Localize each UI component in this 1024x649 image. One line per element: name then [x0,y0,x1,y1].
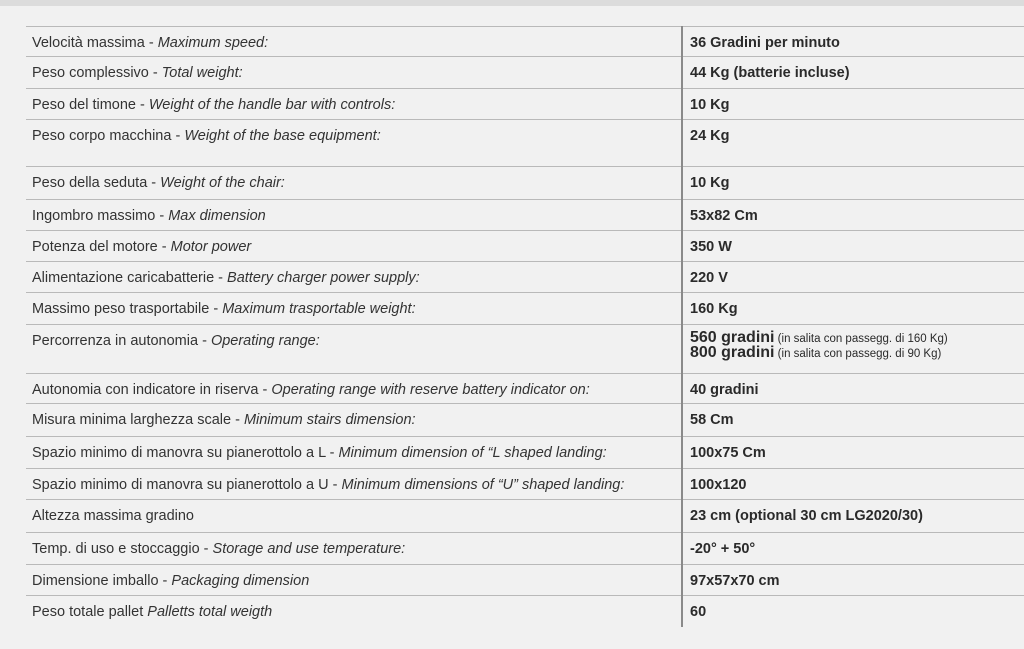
spec-label-separator: - [199,541,213,557]
range-condition: (in salita con passegg. di 90 Kg) [774,348,942,360]
spec-row [26,120,1024,167]
spec-label-separator: - [155,208,169,224]
spec-value: 24 Kg [682,120,1024,167]
spec-label-separator: - [144,35,158,51]
spec-value: 97x57x70 cm [682,565,1024,596]
spec-label-english: Minimum dimension of “L shaped landing: [338,445,607,461]
spec-label-italian: Dimensione imballo [32,573,159,589]
spec-label [26,293,682,325]
spec-label-italian: Temp. di uso e stoccaggio [32,541,200,557]
spec-label [26,469,682,500]
spec-row [26,167,1024,200]
spec-row [26,533,1024,565]
spec-label-separator: - [147,175,161,191]
spec-label-italian: Altezza massima gradino [32,508,194,524]
spec-value: 10 Kg [682,167,1024,200]
spec-label [26,262,682,293]
spec-label [26,596,682,627]
range-condition: (in salita con passegg. di 160 Kg) [774,333,948,345]
spec-label-italian: Peso corpo macchina [32,128,172,144]
spec-label-separator: - [135,97,149,113]
spec-value: 53x82 Cm [682,200,1024,231]
spec-row [26,404,1024,437]
spec-table [26,26,1024,627]
spec-label-italian: Potenza del motore [32,239,158,255]
spec-label [26,200,682,231]
spec-label [26,404,682,437]
spec-value: 44 Kg (batterie incluse) [682,57,1024,89]
spec-label-separator: - [231,412,244,428]
spec-row [26,500,1024,533]
spec-label-italian: Spazio minimo di manovra su pianerottolo a L [32,445,326,461]
spec-label [26,120,682,167]
spec-label [26,57,682,89]
spec-label-english: Maximum trasportable weight: [222,301,416,317]
spec-label [26,231,682,262]
spec-value: -20° + 50° [682,533,1024,565]
spec-value: 36 Gradini per minuto [682,27,1024,57]
spec-row [26,565,1024,596]
spec-row [26,89,1024,120]
spec-label [26,437,682,469]
range-steps: 560 gradini [690,329,775,346]
spec-label-italian: Autonomia con indicatore in riserva [32,382,259,398]
spec-label-english: Operating range: [210,333,320,349]
spec-label-italian: Massimo peso trasportabile [32,301,210,317]
spec-value: 160 Kg [682,293,1024,325]
spec-value: 220 V [682,262,1024,293]
spec-label-separator: - [171,128,185,144]
spec-label-italian: Alimentazione caricabatterie [32,270,215,286]
spec-label-separator: - [158,573,172,589]
spec-table-body [26,27,1024,627]
spec-value [682,325,1024,374]
spec-label-italian: Peso totale pallet [32,604,144,620]
spec-label-italian: Spazio minimo di manovra su pianerottolo a U [32,477,329,493]
spec-label-italian: Percorrenza in autonomia [32,333,199,349]
spec-value: 60 [682,596,1024,627]
spec-label-italian: Peso complessivo [32,65,149,81]
spec-row [26,469,1024,500]
spec-value: 100x75 Cm [682,437,1024,469]
spec-label-italian: Ingombro massimo [32,208,156,224]
spec-row [26,231,1024,262]
spec-row [26,200,1024,231]
spec-label-english: Weight of the handle bar with controls: [148,97,396,113]
spec-label-separator: - [198,333,211,349]
spec-row [26,27,1024,57]
spec-value: 10 Kg [682,89,1024,120]
spec-label [26,500,682,533]
spec-row [26,293,1024,325]
spec-label-english: Storage and use temperature: [212,541,406,557]
spec-row [26,596,1024,627]
spec-label-english: Battery charger power supply: [227,270,420,286]
spec-label-italian: Misura minima larghezza scale [32,412,232,428]
spec-value: 100x120 [682,469,1024,500]
spec-label-english: Total weight: [161,65,243,81]
spec-label [26,533,682,565]
spec-label-english: Minimum stairs dimension: [243,412,416,428]
spec-label [26,325,682,374]
spec-value: 58 Cm [682,404,1024,437]
spec-label-english: Operating range with reserve battery indicator on: [271,382,590,398]
spec-value: 23 cm (optional 30 cm LG2020/30) [682,500,1024,533]
spec-label [26,167,682,200]
spec-row [26,57,1024,89]
spec-label-english: Maximum speed: [157,35,269,51]
spec-row [26,325,1024,374]
spec-label-separator: - [214,270,228,286]
spec-label-english: Palletts total weigth [147,604,273,620]
spec-label-separator: - [157,239,171,255]
spec-label-english: Packaging dimension [171,573,310,589]
spec-label-italian: Velocità massima [32,35,145,51]
spec-label [26,374,682,404]
spec-label-separator: - [209,301,223,317]
spec-row [26,262,1024,293]
spec-label-italian: Peso della seduta [32,175,148,191]
top-band [0,0,1024,6]
spec-label-english: Motor power [170,239,252,255]
spec-label-english: Weight of the base equipment: [184,128,381,144]
range-line [690,346,1018,361]
spec-row [26,374,1024,404]
spec-value: 350 W [682,231,1024,262]
spec-label [26,565,682,596]
spec-label-separator: - [325,445,339,461]
spec-label-separator: - [148,65,162,81]
spec-label-english: Max dimension [168,208,266,224]
spec-label-separator: - [328,477,342,493]
spec-value: 40 gradini [682,374,1024,404]
spec-label-italian: Peso del timone [32,97,136,113]
range-steps: 800 gradini [690,344,775,361]
spec-label-english: Weight of the chair: [160,175,285,191]
spec-label-separator: - [258,382,272,398]
spec-label [26,27,682,57]
spec-label [26,89,682,120]
spec-label-english: Minimum dimensions of “U” shaped landing: [341,477,625,493]
spec-row [26,437,1024,469]
